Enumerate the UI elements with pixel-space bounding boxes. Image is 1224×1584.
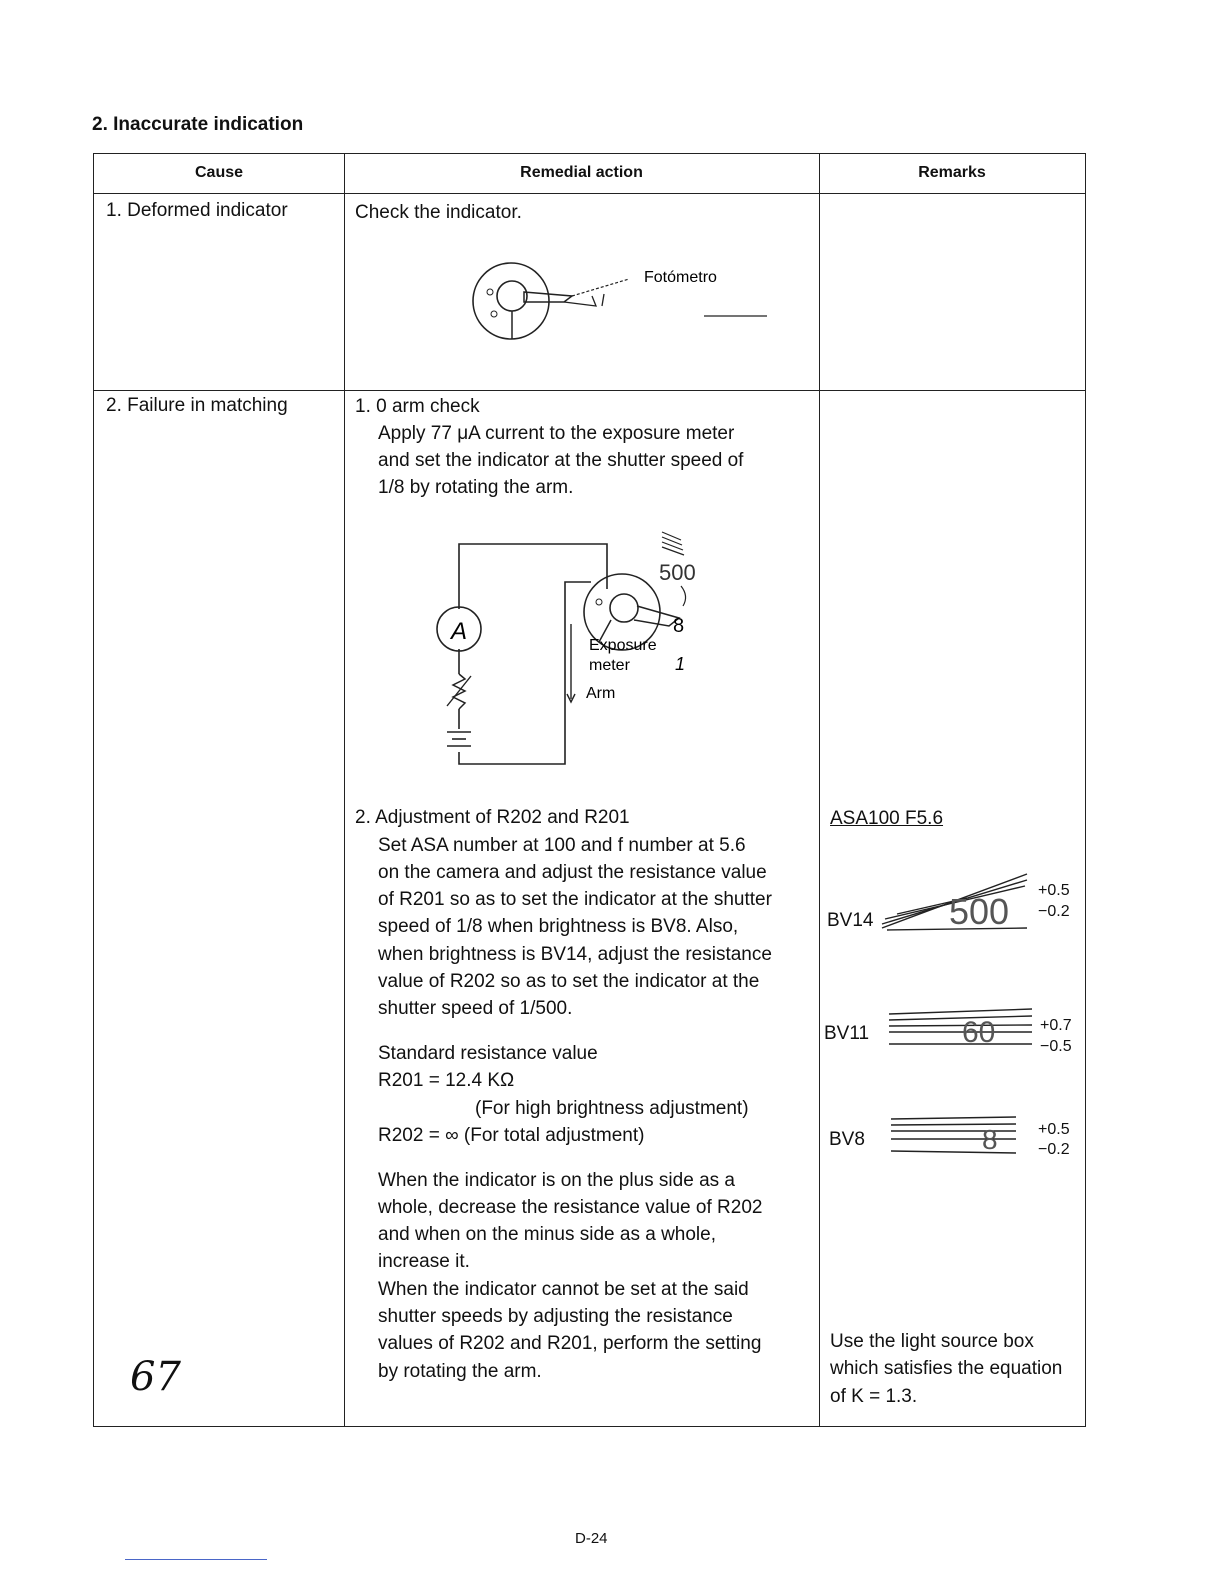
step2-line: shutter speed of 1/500. bbox=[378, 998, 573, 1019]
header-remarks: Remarks bbox=[918, 164, 986, 181]
ammeter-label: A bbox=[451, 618, 468, 645]
troubleshooting-table bbox=[93, 153, 1086, 1427]
step1-line: and set the indicator at the shutter speed of bbox=[378, 450, 744, 471]
step2-title: 2. Adjustment of R202 and R201 bbox=[355, 807, 630, 828]
row-divider bbox=[94, 390, 1085, 391]
remarks-note-line: which satisfies the equation bbox=[830, 1358, 1063, 1379]
step2-line: Set ASA number at 100 and f number at 5.6 bbox=[378, 835, 746, 856]
step2-line: on the camera and adjust the resistance value bbox=[378, 862, 767, 883]
section-heading: 2. Inaccurate indication bbox=[92, 114, 304, 135]
step2-line: value of R202 so as to set the indicator at the bbox=[378, 971, 760, 992]
scale-500: 500 bbox=[659, 560, 696, 585]
column-divider bbox=[819, 154, 820, 1426]
action-check-indicator: Check the indicator. bbox=[355, 202, 522, 223]
r202-value: R202 = ∞ (For total adjustment) bbox=[378, 1125, 645, 1146]
page-number: D-24 bbox=[575, 1530, 608, 1547]
high-brightness-note: (For high brightness adjustment) bbox=[475, 1098, 749, 1119]
cause-deformed-indicator: 1. Deformed indicator bbox=[106, 200, 288, 221]
header-cause: Cause bbox=[194, 164, 244, 181]
bv8-value: 8 bbox=[982, 1124, 998, 1155]
bv14-plus: +0.5 bbox=[1038, 882, 1070, 899]
bv14-scale bbox=[877, 866, 1037, 936]
fotometro-label: Fotómetro bbox=[644, 269, 717, 286]
step2-line: when brightness is BV14, adjust the resistance bbox=[378, 944, 772, 965]
bv8-minus: −0.2 bbox=[1038, 1141, 1070, 1158]
bv14-label: BV14 bbox=[827, 910, 874, 931]
bv14-minus: −0.2 bbox=[1038, 903, 1070, 920]
header-divider bbox=[94, 193, 1085, 194]
bv11-plus: +0.7 bbox=[1040, 1017, 1072, 1034]
step2-line: of R201 so as to set the indicator at the shutter bbox=[378, 889, 772, 910]
bv11-value: 60 bbox=[962, 1016, 996, 1049]
arm-check-circuit-diagram bbox=[419, 524, 739, 774]
standard-resistance-title: Standard resistance value bbox=[378, 1043, 598, 1064]
scale-1: 1 bbox=[675, 654, 686, 674]
bv8-scale bbox=[886, 1109, 1026, 1159]
step2-note-line: When the indicator is on the plus side as a bbox=[378, 1170, 735, 1191]
column-divider bbox=[344, 154, 345, 1426]
step2-note-line: shutter speeds by adjusting the resistance bbox=[378, 1306, 733, 1327]
remarks-note-line: of K = 1.3. bbox=[830, 1386, 918, 1407]
bv11-scale bbox=[884, 1004, 1034, 1054]
indicator-diagram bbox=[454, 244, 717, 344]
step2-note-line: by rotating the arm. bbox=[378, 1361, 542, 1382]
asa-setting: ASA100 F5.6 bbox=[830, 808, 944, 829]
step2-note-line: and when on the minus side as a whole, bbox=[378, 1224, 716, 1245]
step2-note-line: increase it. bbox=[378, 1251, 470, 1272]
cause-failure-matching: 2. Failure in matching bbox=[106, 395, 288, 416]
scan-artifact-line bbox=[125, 1559, 267, 1560]
bv8-label: BV8 bbox=[829, 1129, 865, 1150]
step1-line: Apply 77 μA current to the exposure meter bbox=[378, 423, 735, 444]
bv14-value: 500 bbox=[949, 891, 1010, 932]
remarks-note-line: Use the light source box bbox=[830, 1331, 1034, 1352]
handwritten-annotation: 67 bbox=[130, 1354, 181, 1400]
step1-title: 1. 0 arm check bbox=[355, 396, 480, 417]
step2-note-line: whole, decrease the resistance value of R202 bbox=[378, 1197, 763, 1218]
bv11-label: BV11 bbox=[824, 1023, 870, 1044]
r201-value: R201 = 12.4 KΩ bbox=[378, 1070, 515, 1091]
step2-note-line: values of R202 and R201, perform the setting bbox=[378, 1333, 762, 1354]
scale-8: 8 bbox=[673, 615, 685, 637]
exposure-meter-label: Exposure bbox=[589, 637, 657, 654]
step2-note-line: When the indicator cannot be set at the said bbox=[378, 1279, 749, 1300]
header-remedial-action: Remedial action bbox=[520, 164, 643, 181]
step1-line: 1/8 by rotating the arm. bbox=[378, 477, 574, 498]
bv8-plus: +0.5 bbox=[1038, 1121, 1070, 1138]
arm-label: Arm bbox=[586, 685, 616, 702]
step2-line: speed of 1/8 when brightness is BV8. Also, bbox=[378, 916, 739, 937]
bv11-minus: −0.5 bbox=[1040, 1038, 1072, 1055]
exposure-meter-label: meter bbox=[589, 657, 630, 674]
